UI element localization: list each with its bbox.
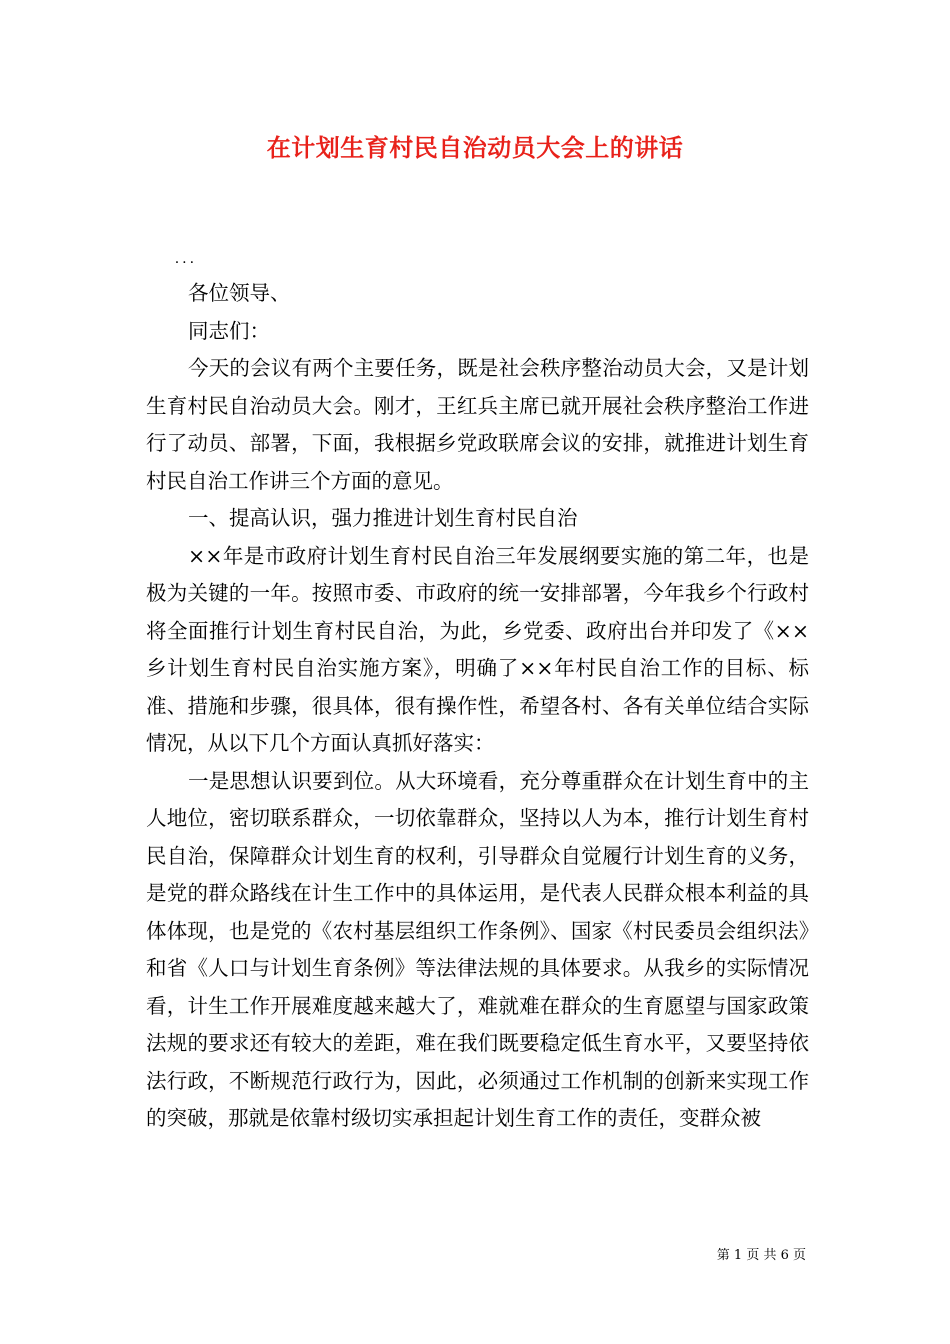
salutation-line-2: 同志们： [188,318,271,343]
salutation-line-1: 各位领导、 [188,281,291,305]
ellipsis-line: ... [174,251,198,267]
body-paragraph: ××年是市政府计划生育村民自治三年发展纲要实施的第二年，也是极为关键的一年。按照市委、市政府的统一安排部署，今年我乡个行政村将全面推行计划生育村民自治，为此，乡党委、政府出台并印发了《××乡计划生育村民自治实施方案》，明确了××年村民自治工作的目标、标准、措施和步骤，很具体，很有操作性，希望各村、各有关单位结合实际情况，从以下几个方面认真抓好落实： [146,543,809,755]
body-paragraph: 一是思想认识要到位。从大环境看，充分尊重群众在计划生育中的主人地位，密切联系群众，一切依靠群众，坚持以人为本，推行计划生育村民自治，保障群众计划生育的权利，引导群众自觉履行计划生育的义务，是党的群众路线在计生工作中的具体运用，是代表人民群众根本利益的具体体现，也是党的《农村基层组织工作条例》、国家《村民委员会组织法》和省《人口与计划生育条例》等法律法规的具体要求。从我乡的实际情况看，计生工作开展难度越来越大了，难就难在群众的生育愿望与国家政策法规的要求还有较大的差距，难在我们既要稳定低生育水平，又要坚持依法行政，不断规范行政行为，因此，必须通过工作机制的创新来实现工作的突破，那就是依靠村级切实承担起计划生育工作的责任，变群众被 [146,768,809,1130]
document-title: 在计划生育村民自治动员大会上的讲话 [266,133,684,162]
section-heading: 一、提高认识，强力推进计划生育村民自治 [188,506,578,530]
document-body [146,245,809,1138]
intro-paragraph: 今天的会议有两个主要任务，既是社会秩序整治动员大会，又是计划生育村民自治动员大会。刚才，王红兵主席已就开展社会秩序整治工作进行了动员、部署，下面，我根据乡党政联席会议的安排，就推进计划生育村民自治工作讲三个方面的意见。 [146,356,809,493]
page-number-footer: 第 1 页 共 6 页 [716,1248,806,1263]
